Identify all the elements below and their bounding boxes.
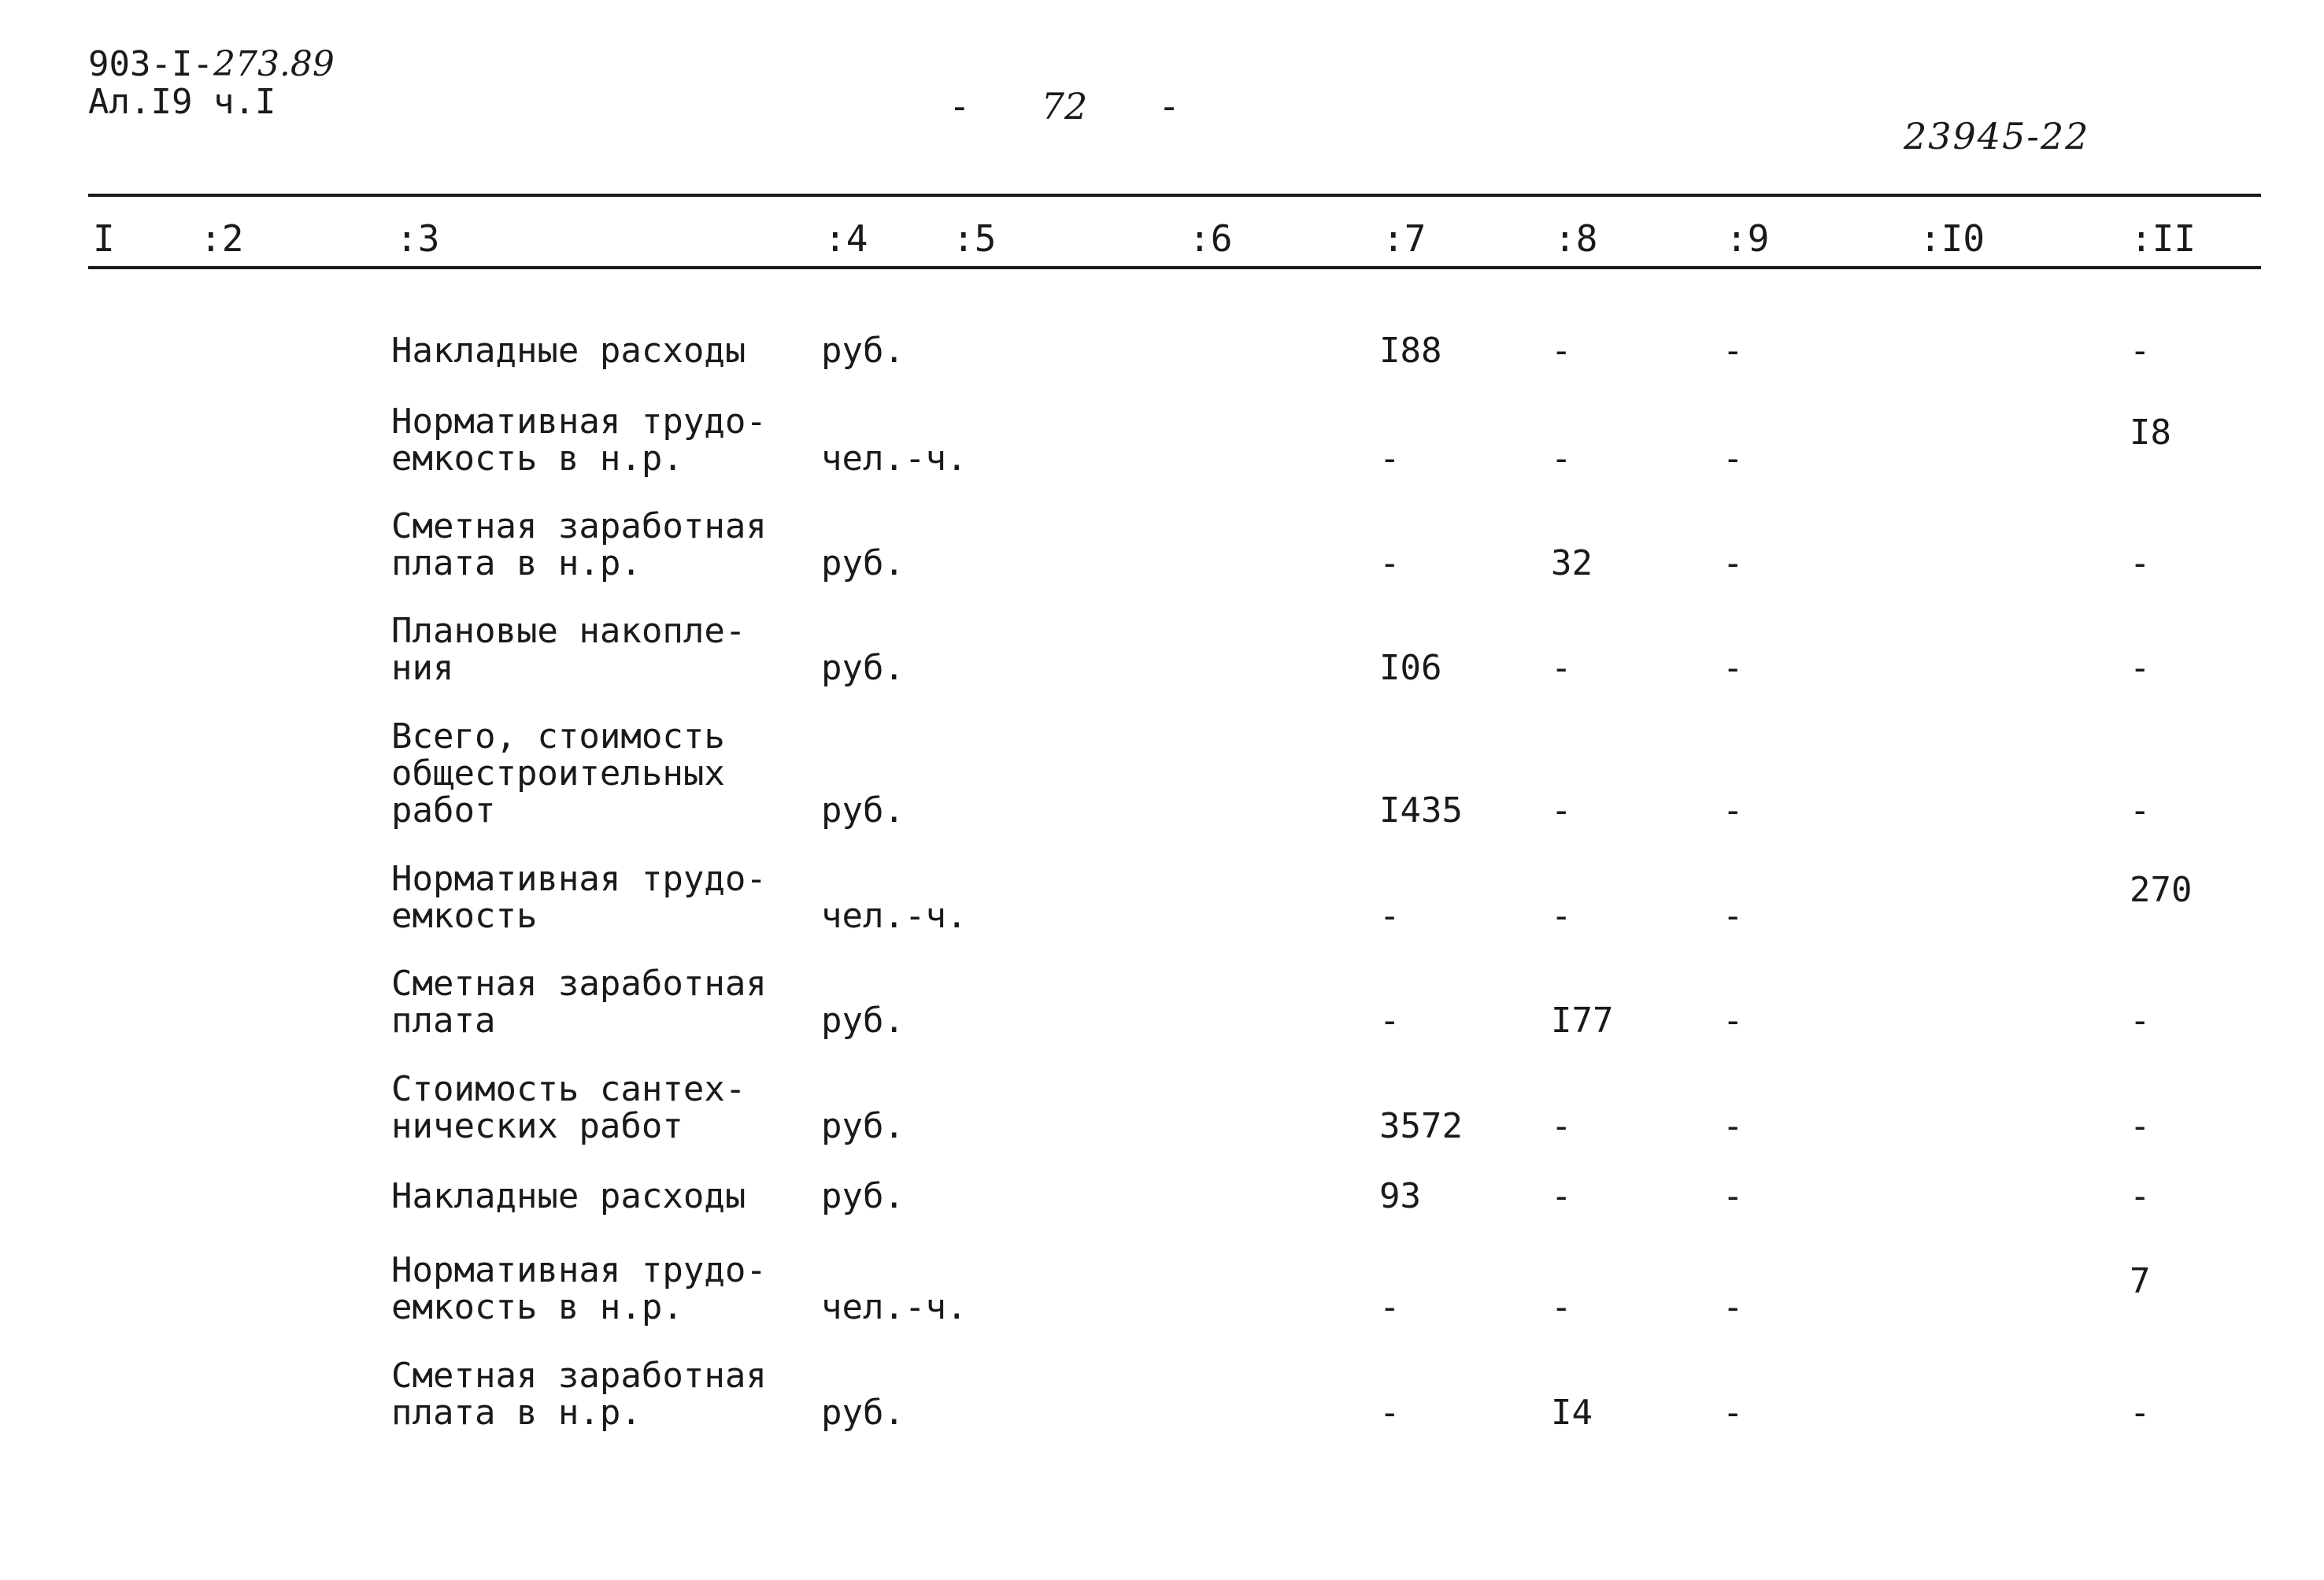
row-col9-value: -	[1723, 648, 1744, 688]
document-code-line2: Ал.I9 ч.I	[88, 82, 276, 122]
row-col7-value: -	[1379, 543, 1401, 583]
row-col7-value: -	[1379, 438, 1401, 479]
table-top-rule	[88, 194, 2261, 197]
row-description: Стоимость сантех- нических работ	[391, 1069, 746, 1146]
row-col11-value: -	[2130, 543, 2151, 583]
row-col7-value: I88	[1379, 331, 1442, 371]
row-unit: руб.	[821, 1001, 905, 1041]
row-col9-value: -	[1723, 1001, 1744, 1041]
row-col7-value: -	[1379, 1001, 1401, 1041]
row-description: Нормативная трудо- емкость в н.р.	[391, 1250, 767, 1327]
row-unit: руб.	[821, 1176, 905, 1216]
column-header-8: :8	[1554, 217, 1598, 260]
row-unit: чел.-ч.	[821, 896, 968, 936]
row-col9-value: -	[1723, 438, 1744, 479]
row-col8-value: -	[1551, 648, 1572, 688]
row-col8-value: -	[1551, 1176, 1572, 1216]
row-col11-value: -	[2130, 1176, 2151, 1216]
row-col8-value: -	[1551, 790, 1572, 831]
registration-number: 23945-22	[1904, 115, 2090, 157]
row-col11-value: -	[2130, 1393, 2151, 1433]
row-col8-value: -	[1551, 1106, 1572, 1146]
row-col9-value: -	[1723, 896, 1744, 936]
row-col7-value: -	[1379, 1287, 1401, 1327]
row-description: Всего, стоимость общестроительных работ	[391, 716, 725, 831]
document-code-line1: 903-I-273.89	[88, 44, 335, 84]
row-unit: руб.	[821, 331, 905, 371]
row-unit: чел.-ч.	[821, 438, 968, 479]
row-unit: руб.	[821, 1106, 905, 1146]
row-description: Сметная заработная плата	[391, 964, 767, 1041]
row-unit: чел.-ч.	[821, 1287, 968, 1327]
row-col11-value: -	[2130, 648, 2151, 688]
column-header-9: :9	[1726, 217, 1770, 260]
column-header-6: :6	[1189, 217, 1233, 260]
row-col8-value: -	[1551, 1287, 1572, 1327]
row-description: Накладные расходы	[391, 1176, 746, 1216]
row-col9-value: -	[1723, 1106, 1744, 1146]
column-header-5: :5	[953, 217, 997, 260]
row-col11-value: -	[2130, 1106, 2151, 1146]
column-header-7: :7	[1382, 217, 1427, 260]
row-unit: руб.	[821, 1393, 905, 1433]
column-header-2: :2	[200, 217, 244, 260]
header-bottom-rule	[88, 266, 2261, 269]
page-number-value: 72	[1041, 85, 1088, 128]
row-description: Нормативная трудо- емкость в н.р.	[391, 401, 767, 479]
row-col11-value: I8	[2130, 413, 2171, 453]
row-col7-value: 93	[1379, 1176, 1421, 1216]
row-description: Нормативная трудо- емкость	[391, 859, 767, 936]
row-col7-value: -	[1379, 896, 1401, 936]
row-col11-value: -	[2130, 790, 2151, 831]
row-description: Плановые накопле- ния	[391, 611, 746, 688]
row-description: Сметная заработная плата в н.р.	[391, 506, 767, 583]
row-col7-value: 3572	[1379, 1106, 1463, 1146]
row-unit: руб.	[821, 648, 905, 688]
row-col11-value: 7	[2130, 1261, 2151, 1302]
row-col8-value: I77	[1551, 1001, 1614, 1041]
column-header-1: I	[93, 217, 115, 260]
column-header-11: :II	[2130, 217, 2196, 260]
row-unit: руб.	[821, 790, 905, 831]
column-header-3: :3	[396, 217, 440, 260]
row-col9-value: -	[1723, 543, 1744, 583]
row-col11-value: -	[2130, 1001, 2151, 1041]
row-unit: руб.	[821, 543, 905, 583]
document-code	[88, 46, 335, 121]
row-col7-value: I435	[1379, 790, 1463, 831]
row-col7-value: I06	[1379, 648, 1442, 688]
row-col11-value: -	[2130, 331, 2151, 371]
row-col8-value: -	[1551, 896, 1572, 936]
row-col9-value: -	[1723, 1176, 1744, 1216]
row-col9-value: -	[1723, 331, 1744, 371]
row-col9-value: -	[1723, 1393, 1744, 1433]
row-col11-value: 270	[2130, 870, 2193, 911]
row-col7-value: -	[1379, 1393, 1401, 1433]
row-col9-value: -	[1723, 790, 1744, 831]
row-col8-value: 32	[1551, 543, 1593, 583]
column-header-4: :4	[824, 217, 868, 260]
page-number: - 72 -	[949, 85, 1180, 128]
row-description: Сметная заработная плата в н.р.	[391, 1356, 767, 1433]
column-header-10: :I0	[1919, 217, 1985, 260]
row-col9-value: -	[1723, 1287, 1744, 1327]
row-col8-value: -	[1551, 438, 1572, 479]
document-code-handwritten: 273.89	[213, 44, 335, 84]
row-col8-value: I4	[1551, 1393, 1593, 1433]
row-description: Накладные расходы	[391, 331, 746, 371]
row-col8-value: -	[1551, 331, 1572, 371]
